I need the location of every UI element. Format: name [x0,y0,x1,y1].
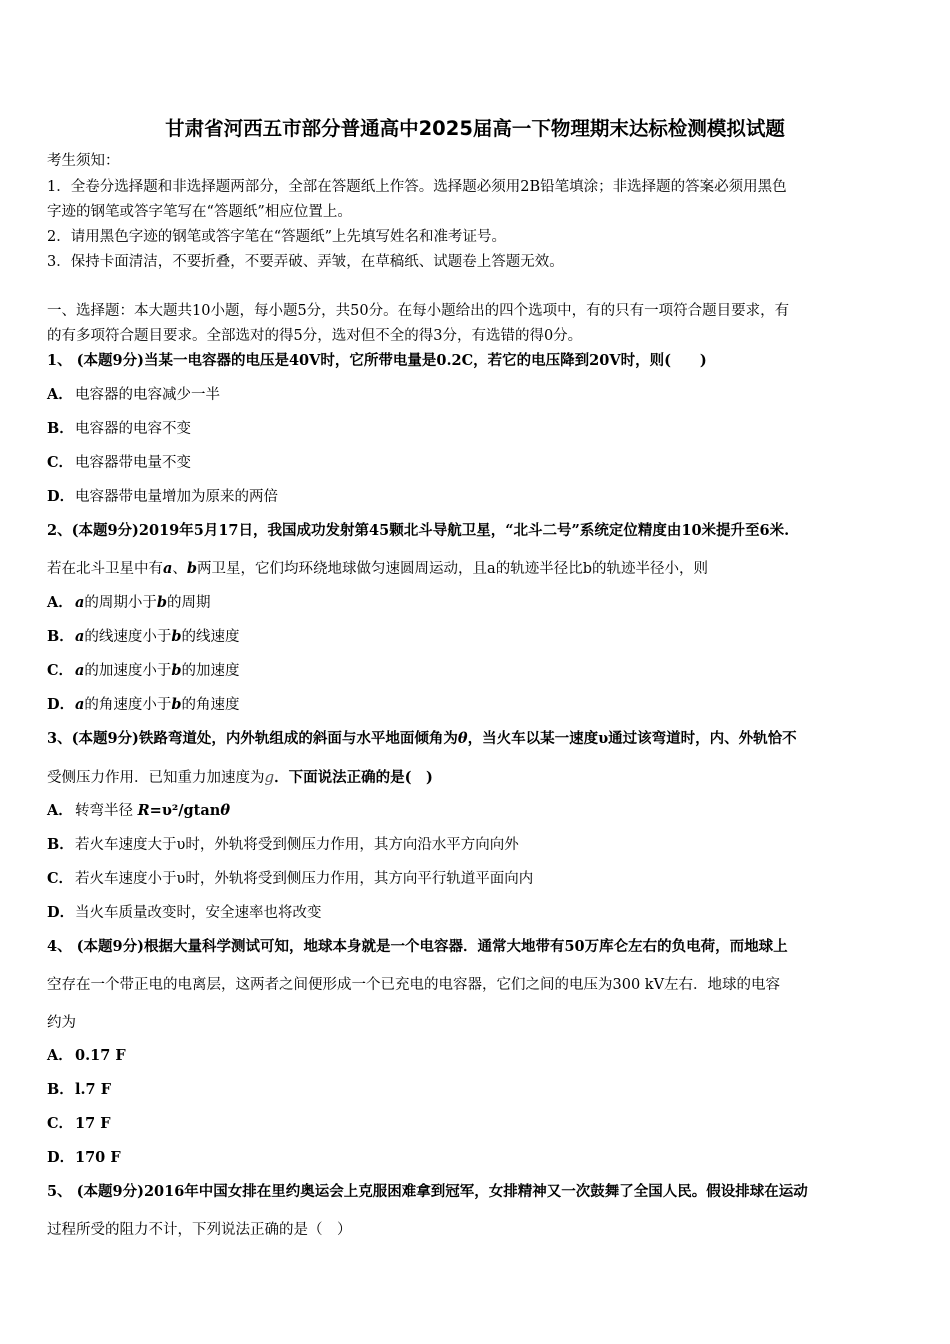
var: b [156,594,168,611]
q1-option-d [47,487,278,507]
q3-stem-line1 [47,729,797,749]
var: a [75,662,85,679]
q5-stem-line2: 过程所受的阻力不计，下列说法正确的是（ ） [47,1222,352,1238]
text: 的角速度 [181,697,240,713]
option-text: 170 F [75,1149,121,1166]
q5-stem-line1: 5、 (本题9分)2016年中国女排在里约奥运会上克服困难拿到冠军，女排精神又一次鼓舞了全国人民。假设排球在运动 [47,1183,808,1200]
notice-item-1: 1．全卷分选择题和非选择题两部分，全部在答题纸上作答。选择题必须用2B铅笔填涂；非选择题的答案必须用黑色 [47,179,787,195]
q3-option-d [47,903,322,923]
q1-option-b [47,419,191,439]
q1-option-c [47,453,191,473]
q2-stem-line2 [47,559,708,579]
option-label: A． [47,1047,73,1064]
q2-option-b [47,627,240,647]
option-text: 17 F [75,1115,111,1132]
q4-stem-line2: 空存在一个带正电的电离层，这两者之间便形成一个已充电的电容器，它们之间的电压为300 kV左右．地球的电容 [47,977,781,993]
q2-option-d [47,695,240,715]
g-symbol: g [264,768,275,786]
var: a [75,628,85,645]
var: a [75,696,85,713]
var-b: b [186,560,198,577]
option-label: B． [47,628,74,645]
text: 的加速度 [181,663,240,679]
q3-option-c [47,869,533,889]
text: 受侧压力作用．已知重力加速度为 [47,770,265,786]
text: 的角速度小于 [84,697,172,713]
option-text: 若火车速度小于υ时，外轨将受到侧压力作用，其方向平行轨道平面向内 [75,871,534,887]
notice-header: 考生须知： [47,153,120,169]
text: 若在北斗卫星中有 [47,561,163,577]
theta-symbol: θ [220,802,230,819]
option-label: A． [47,386,73,403]
option-text: 电容器带电量增加为原来的两倍 [75,489,278,505]
text: ，当火车以某一速度υ通过该弯道时，内、外轨恰不 [467,730,797,747]
text: 的周期小于 [84,595,157,611]
option-label: A． [47,802,73,819]
option-label: B． [47,420,74,437]
text: 3、(本题9分)铁路弯道处，内外轨组成的斜面与水平地面倾角为 [47,730,458,747]
q4-option-a [47,1046,126,1066]
option-label: B． [47,836,74,853]
notice-item-3: 3．保持卡面清洁，不要折叠，不要弄破、弄皱，在草稿纸、试题卷上答题无效。 [47,254,564,270]
q1-stem: 1、 (本题9分)当某一电容器的电压是40V时，它所带电量是0.2C，若它的电压降到20V时，则( ) [47,352,707,369]
option-text: 0.17 F [75,1047,126,1064]
q4-stem-line1: 4、 (本题9分)根据大量科学测试可知，地球本身就是一个电容器．通常大地带有50万库仑左右的负电荷，而地球上 [47,938,788,955]
option-label: C． [47,454,74,471]
option-label: C． [47,1115,74,1132]
text: 的加速度小于 [84,663,172,679]
text: 的线速度小于 [84,629,172,645]
text: 两卫星，它们均环绕地球做匀速圆周运动，且a的轨迹半径比b的轨迹半径小，则 [197,561,708,577]
q3-stem-line2 [47,767,433,788]
option-label: D． [47,1149,75,1166]
option-label: D． [47,488,75,505]
text: ．下面说法正确的是( ) [274,769,433,786]
q2-stem-line1: 2、(本题9分)2019年5月17日，我国成功发射第45颗北斗导航卫星，“北斗二号”系统定位精度由10米提升至6米. [47,522,790,539]
q4-stem-line3: 约为 [47,1015,76,1031]
formula: =υ²/gtan [149,802,221,819]
option-label: D． [47,696,75,713]
text: 转弯半径 [75,803,133,819]
section-heading-line2: 的有多项符合题目要求。全部选对的得5分，选对但不全的得3分，有选错的得0分。 [47,328,583,344]
q3-option-b [47,835,519,855]
q4-option-c [47,1114,111,1134]
text: 、 [172,561,187,577]
text: 的周期 [167,595,211,611]
option-text: 当火车质量改变时，安全速率也将改变 [75,905,322,921]
var: b [171,662,182,679]
section-heading-line1: 一、选择题：本大题共10小题，每小题5分，共50分。在每小题给出的四个选项中，有的只有一项符合题目要求，有 [47,303,790,319]
var: b [171,628,182,645]
q1-option-a [47,385,220,405]
text: 的线速度 [181,629,240,645]
option-text: 若火车速度大于υ时，外轨将受到侧压力作用，其方向沿水平方向向外 [75,837,519,853]
page-title: 甘肃省河西五市部分普通高中2025届高一下物理期末达标检测模拟试题 [165,117,785,140]
option-label: C． [47,662,74,679]
q4-option-b [47,1080,111,1100]
notice-item-1-cont: 字迹的钢笔或答字笔写在“答题纸”相应位置上。 [47,204,352,220]
option-label: D． [47,904,75,921]
option-label: C． [47,870,74,887]
q2-option-c [47,661,240,681]
var-r: R [137,802,150,819]
option-text: 电容器的电容减少一半 [75,387,220,403]
q4-option-d [47,1148,121,1168]
q2-option-a [47,593,211,613]
option-text: 电容器的电容不变 [75,421,191,437]
option-label: B． [47,1081,74,1098]
var-a: a [163,560,173,577]
theta-symbol: θ [457,730,468,747]
option-text: 电容器带电量不变 [75,455,191,471]
option-text: l.7 F [75,1081,111,1098]
notice-item-2: 2．请用黑色字迹的钢笔或答字笔在“答题纸”上先填写姓名和准考证号。 [47,229,507,245]
var: b [171,696,182,713]
var: a [75,594,85,611]
q3-option-a [47,801,230,821]
option-label: A． [47,594,73,611]
